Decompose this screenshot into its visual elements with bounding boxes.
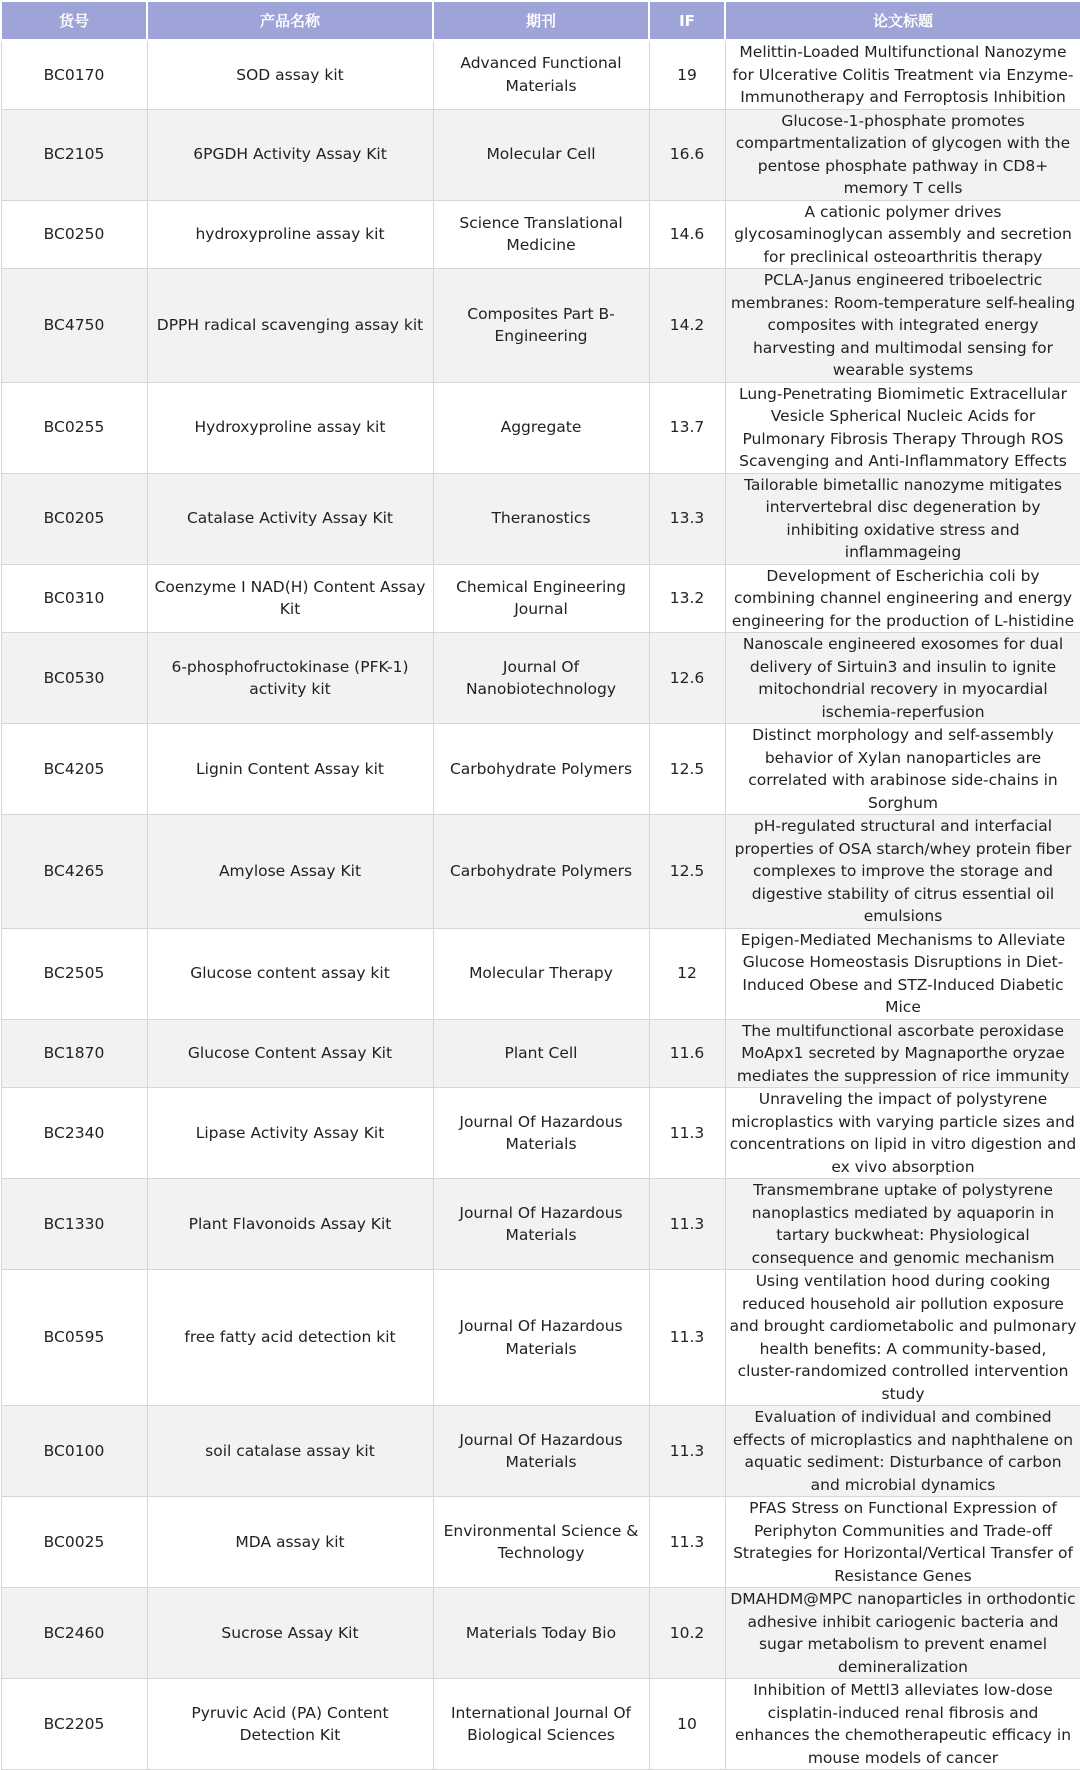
cell-code: BC0100 — [1, 1406, 147, 1497]
cell-title: Evaluation of individual and combined effects of microplastics and naphthalene on aquatic sediment: Disturbance of carbon and microbial dynamics — [725, 1406, 1080, 1497]
table-row — [1, 1270, 1080, 1406]
table-row — [1, 1019, 1080, 1088]
cell-title: Inhibition of Mettl3 alleviates low-dose cisplatin-induced renal fibrosis and enhances the chemotherapeutic efficacy in mouse models of cancer — [725, 1679, 1080, 1770]
cell-journal: Carbohydrate Polymers — [433, 815, 649, 929]
cell-if: 13.2 — [649, 564, 725, 633]
cell-product: Catalase Activity Assay Kit — [147, 473, 433, 564]
cell-code: BC1330 — [1, 1179, 147, 1270]
cell-code: BC0255 — [1, 382, 147, 473]
cell-code: BC4750 — [1, 269, 147, 383]
cell-title: Tailorable bimetallic nanozyme mitigates intervertebral disc degeneration by inhibiting oxidative stress and inflammageing — [725, 473, 1080, 564]
cell-journal: Molecular Therapy — [433, 928, 649, 1019]
cell-if: 13.3 — [649, 473, 725, 564]
cell-code: BC2340 — [1, 1088, 147, 1179]
cell-title: Melittin-Loaded Multifunctional Nanozyme for Ulcerative Colitis Treatment via Enzyme-Immunotherapy and Ferroptosis Inhibition — [725, 40, 1080, 109]
cell-title: Using ventilation hood during cooking reduced household air pollution exposure and brought cardiometabolic and pulmonary health benefits: A community-based, cluster-randomized controlled intervention study — [725, 1270, 1080, 1406]
cell-if: 13.7 — [649, 382, 725, 473]
cell-product: SOD assay kit — [147, 40, 433, 109]
cell-journal: Composites Part B-Engineering — [433, 269, 649, 383]
cell-product: DPPH radical scavenging assay kit — [147, 269, 433, 383]
cell-journal: Journal Of Nanobiotechnology — [433, 633, 649, 724]
cell-journal: Carbohydrate Polymers — [433, 724, 649, 815]
cell-journal: Journal Of Hazardous Materials — [433, 1088, 649, 1179]
cell-journal: Chemical Engineering Journal — [433, 564, 649, 633]
cell-if: 12 — [649, 928, 725, 1019]
cell-if: 10 — [649, 1679, 725, 1770]
cell-journal: Plant Cell — [433, 1019, 649, 1088]
cell-if: 11.3 — [649, 1497, 725, 1588]
cell-title: Unraveling the impact of polystyrene microplastics with varying particle sizes and concentrations on lipid in vitro digestion and ex vivo absorption — [725, 1088, 1080, 1179]
cell-journal: Science Translational Medicine — [433, 200, 649, 269]
table-row — [1, 1497, 1080, 1588]
cell-product: 6PGDH Activity Assay Kit — [147, 109, 433, 200]
cell-product: Plant Flavonoids Assay Kit — [147, 1179, 433, 1270]
cell-title: PFAS Stress on Functional Expression of Periphyton Communities and Trade-off Strategies for Horizontal/Vertical Transfer of Resistance Genes — [725, 1497, 1080, 1588]
table-row — [1, 1679, 1080, 1770]
cell-journal: Advanced Functional Materials — [433, 40, 649, 109]
table-row — [1, 109, 1080, 200]
cell-code: BC2460 — [1, 1588, 147, 1679]
cell-title: Glucose-1-phosphate promotes compartmentalization of glycogen with the pentose phosphate pathway in CD8+ memory T cells — [725, 109, 1080, 200]
cell-title: pH-regulated structural and interfacial properties of OSA starch/whey protein fiber complexes to improve the storage and digestive stability of citrus essential oil emulsions — [725, 815, 1080, 929]
table-row — [1, 633, 1080, 724]
cell-if: 14.2 — [649, 269, 725, 383]
cell-title: Epigen-Mediated Mechanisms to Alleviate Glucose Homeostasis Disruptions in Diet-Induced Obese and STZ-Induced Diabetic Mice — [725, 928, 1080, 1019]
cell-product: Glucose Content Assay Kit — [147, 1019, 433, 1088]
cell-journal: Journal Of Hazardous Materials — [433, 1270, 649, 1406]
cell-title: Lung-Penetrating Biomimetic Extracellular Vesicle Spherical Nucleic Acids for Pulmonary Fibrosis Therapy Through ROS Scavenging and Anti-Inflammatory Effects — [725, 382, 1080, 473]
cell-journal: Environmental Science & Technology — [433, 1497, 649, 1588]
cell-product: Sucrose Assay Kit — [147, 1588, 433, 1679]
table-row — [1, 724, 1080, 815]
table-row — [1, 928, 1080, 1019]
table-row — [1, 815, 1080, 929]
cell-product: Lipase Activity Assay Kit — [147, 1088, 433, 1179]
cell-journal: Theranostics — [433, 473, 649, 564]
table-row — [1, 40, 1080, 109]
cell-product: hydroxyproline assay kit — [147, 200, 433, 269]
cell-if: 11.3 — [649, 1179, 725, 1270]
cell-if: 19 — [649, 40, 725, 109]
cell-code: BC0595 — [1, 1270, 147, 1406]
cell-code: BC0170 — [1, 40, 147, 109]
header-product: 产品名称 — [147, 1, 433, 40]
cell-code: BC4265 — [1, 815, 147, 929]
cell-if: 12.5 — [649, 815, 725, 929]
cell-if: 14.6 — [649, 200, 725, 269]
cell-title: Development of Escherichia coli by combining channel engineering and energy engineering for the production of L-histidine — [725, 564, 1080, 633]
cell-code: BC1870 — [1, 1019, 147, 1088]
header-title: 论文标题 — [725, 1, 1080, 40]
cell-journal: Materials Today Bio — [433, 1588, 649, 1679]
table-row — [1, 269, 1080, 383]
cell-product: soil catalase assay kit — [147, 1406, 433, 1497]
cell-if: 11.3 — [649, 1088, 725, 1179]
cell-product: Glucose content assay kit — [147, 928, 433, 1019]
cell-if: 16.6 — [649, 109, 725, 200]
cell-title: A cationic polymer drives glycosaminoglycan assembly and secretion for preclinical osteoarthritis therapy — [725, 200, 1080, 269]
cell-journal: International Journal Of Biological Sciences — [433, 1679, 649, 1770]
table-row — [1, 473, 1080, 564]
cell-product: Amylose Assay Kit — [147, 815, 433, 929]
cell-title: PCLA-Janus engineered triboelectric membranes: Room-temperature self-healing composites with integrated energy harvesting and multimodal sensing for wearable systems — [725, 269, 1080, 383]
cell-product: Coenzyme I NAD(H) Content Assay Kit — [147, 564, 433, 633]
table-row — [1, 200, 1080, 269]
cell-title: DMAHDM@MPC nanoparticles in orthodontic adhesive inhibit cariogenic bacteria and sugar metabolism to prevent enamel demineralization — [725, 1588, 1080, 1679]
table-row — [1, 1088, 1080, 1179]
header-journal: 期刊 — [433, 1, 649, 40]
cell-journal: Molecular Cell — [433, 109, 649, 200]
cell-code: BC0310 — [1, 564, 147, 633]
table-row — [1, 1406, 1080, 1497]
cell-if: 12.5 — [649, 724, 725, 815]
cell-product: free fatty acid detection kit — [147, 1270, 433, 1406]
cell-code: BC2205 — [1, 1679, 147, 1770]
cell-title: Transmembrane uptake of polystyrene nanoplastics mediated by aquaporin in tartary buckwheat: Physiological consequence and genomic mechanism — [725, 1179, 1080, 1270]
cell-code: BC0205 — [1, 473, 147, 564]
cell-title: Distinct morphology and self-assembly behavior of Xylan nanoparticles are correlated with arabinose side-chains in Sorghum — [725, 724, 1080, 815]
cell-product: 6-phosphofructokinase (PFK-1) activity kit — [147, 633, 433, 724]
cell-title: The multifunctional ascorbate peroxidase MoApx1 secreted by Magnaporthe oryzae mediates the suppression of rice immunity — [725, 1019, 1080, 1088]
cell-product: MDA assay kit — [147, 1497, 433, 1588]
cell-code: BC2105 — [1, 109, 147, 200]
header-row — [1, 1, 1080, 40]
cell-code: BC0025 — [1, 1497, 147, 1588]
table-row — [1, 382, 1080, 473]
cell-product: Hydroxyproline assay kit — [147, 382, 433, 473]
cell-code: BC2505 — [1, 928, 147, 1019]
cell-journal: Journal Of Hazardous Materials — [433, 1179, 649, 1270]
cell-if: 11.3 — [649, 1406, 725, 1497]
cell-code: BC0530 — [1, 633, 147, 724]
cell-code: BC0250 — [1, 200, 147, 269]
cell-code: BC4205 — [1, 724, 147, 815]
table-row — [1, 564, 1080, 633]
cell-product: Lignin Content Assay kit — [147, 724, 433, 815]
cell-title: Nanoscale engineered exosomes for dual delivery of Sirtuin3 and insulin to ignite mitochondrial recovery in myocardial ischemia-reperfusion — [725, 633, 1080, 724]
cell-journal: Journal Of Hazardous Materials — [433, 1406, 649, 1497]
cell-if: 10.2 — [649, 1588, 725, 1679]
cell-if: 11.3 — [649, 1270, 725, 1406]
header-if: IF — [649, 1, 725, 40]
cell-journal: Aggregate — [433, 382, 649, 473]
table-row — [1, 1588, 1080, 1679]
table-row — [1, 1179, 1080, 1270]
cell-if: 12.6 — [649, 633, 725, 724]
cell-product: Pyruvic Acid (PA) Content Detection Kit — [147, 1679, 433, 1770]
header-code: 货号 — [1, 1, 147, 40]
cell-if: 11.6 — [649, 1019, 725, 1088]
